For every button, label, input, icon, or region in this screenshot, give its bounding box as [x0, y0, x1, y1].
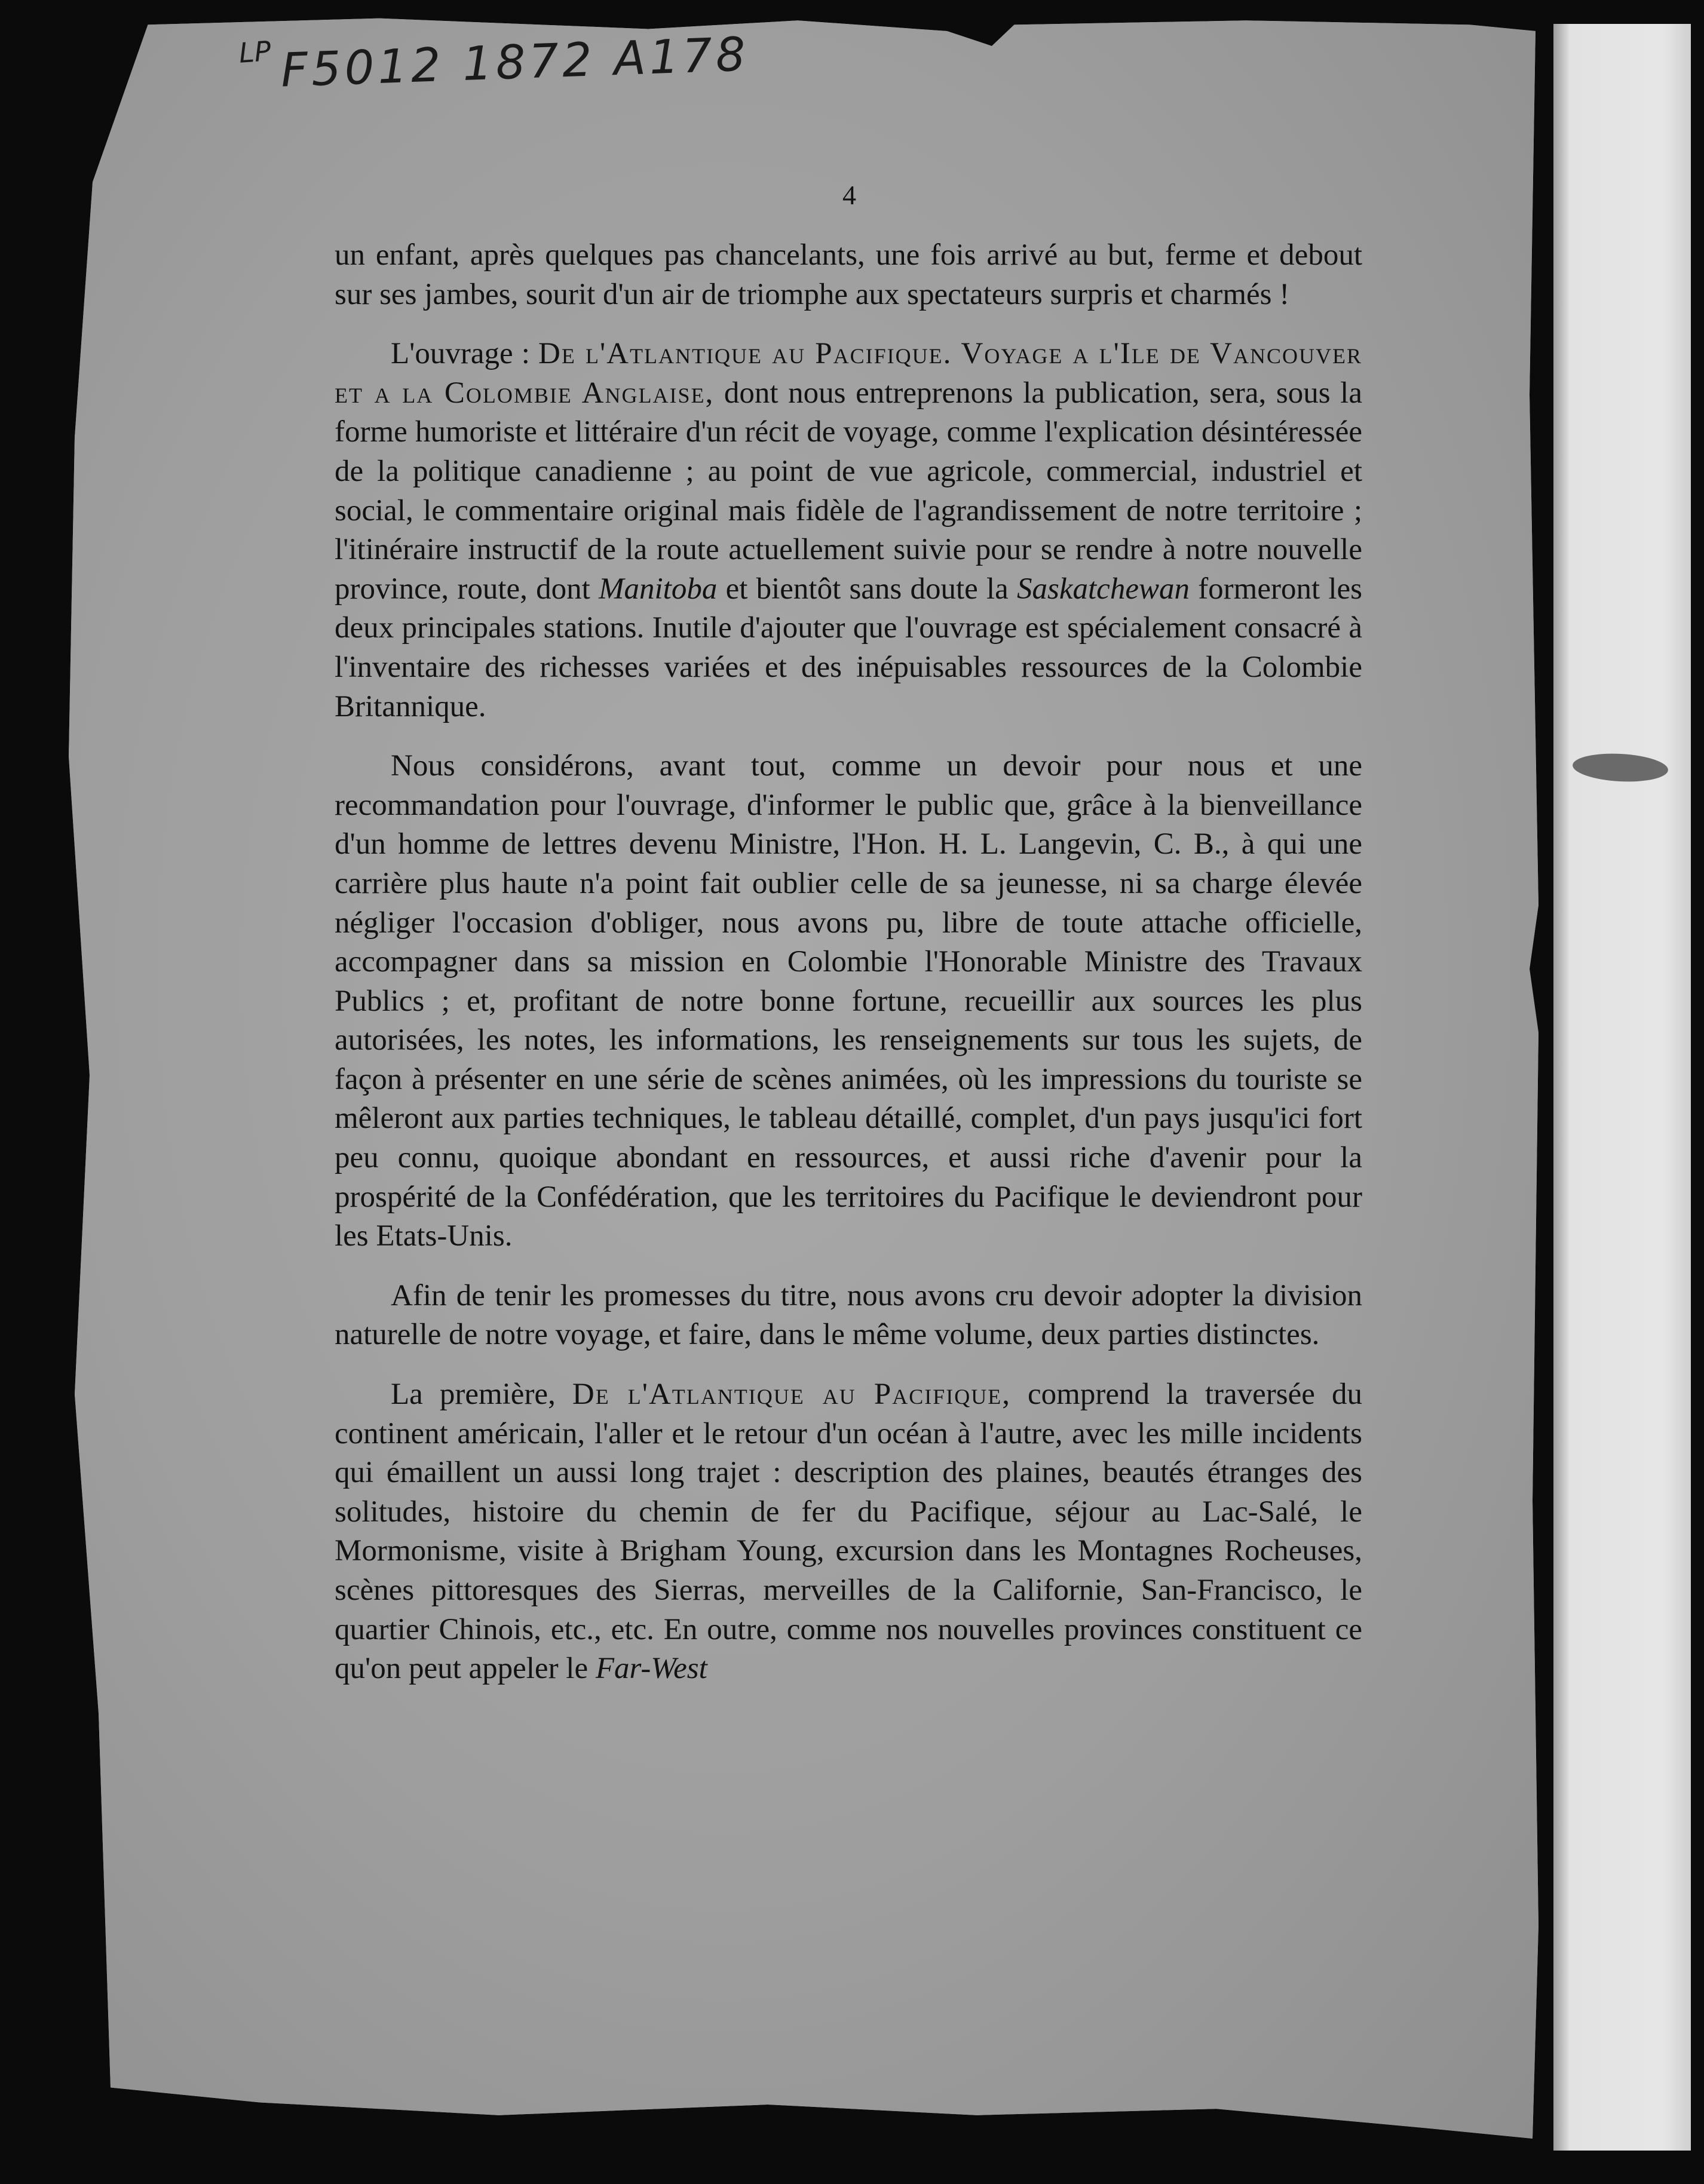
paragraph-4: Afin de tenir les promesses du titre, nous avons cru devoir adopter la division naturelle de notre voyage, et faire, dans le même volume, deux parties distinctes. [335, 1278, 1362, 1352]
body-text [335, 236, 1362, 1689]
page-number: 4 [842, 180, 856, 210]
paragraph-5-body: comprend la traversée du continent américain, l'aller et le retour d'un océan à l'autre, avec les mille incidents qui émaillent un aussi long trajet : description des plaines, beautés étranges des solitudes, histoire du chemin de fer du Pacifique, séjour au Lac-Salé, le Mormonisme, visite à Brigham Young, excursion dans les Montagnes Rocheuses, scènes pittoresques des Sierras, merveilles de la Californie, San-Francisco, le quartier Chinois, etc., etc. En outre, comme nos nouvelles provinces constituent ce qu'on peut appeler le [335, 1378, 1362, 1686]
paragraph-2-body: dont nous entreprenons la publication, sera, sous la forme humoriste et littéraire d'un récit de voyage, comme l'explication désintéressée de la politique canadienne ; au point de vue agricole, commercial, industriel et social, le commentaire original mais fidèle de l'agrandissement de notre territoire ; l'itinéraire instructif de la route actuellement suivie pour se rendre à notre nouvelle province, route, dont [335, 376, 1362, 606]
italic-far-west: Far-West [595, 1652, 707, 1686]
handwritten-call-number: F5012 1872 A178 [280, 27, 750, 98]
part-title-small-caps: De l'Atlantique au Pacifique, [572, 1378, 1011, 1412]
handwritten-prefix: LP [238, 35, 272, 69]
paragraph-2-lead: L'ouvrage : [391, 337, 539, 371]
book-title-small-caps: De l'Atlantique au Pacifique. Voyage a l'Ile de Vancouver et a la Colombie Anglaise, [335, 337, 1362, 410]
paragraph-3: Nous considérons, avant tout, comme un devoir pour nous et une recommandation pour l'ouvrage, d'informer le public que, grâce à la bienveillance d'un homme de lettres devenu Ministre, l'Hon. H. L. Langevin, C. B., à qui une carrière plus haute n'a point fait oublier celle de sa jeunesse, ni sa charge élevée négliger l'occasion d'obliger, nous avons pu, libre de toute attache officielle, accompagner dans sa mission en Colombie l'Honorable Ministre des Travaux Publics ; et, profitant de notre bonne fortune, recueillir aux sources les plus autorisées, les notes, les informations, les renseignements sur tous les sujets, de façon à présenter en une série de scènes animées, où les impressions du touriste se mêleront aux parties techniques, le tableau détaillé, complet, d'un pays jusqu'ici fort peu connu, quoique abondant en ressources, et aussi riche d'avenir pour la prospérité de la Confédération, que les territoires du Pacifique le deviendront pour les Etats-Unis. [335, 749, 1362, 1253]
paragraph-5-lead: La première, [391, 1378, 572, 1412]
paragraph-1: un enfant, après quelques pas chancelants, une fois arrivé au but, ferme et debout sur ses jambes, sourit d'un air de triomphe aux spectateurs surpris et charmés ! [335, 238, 1362, 311]
adjacent-page-edge [1553, 24, 1691, 2151]
paragraph-2 [335, 335, 1362, 726]
paragraph-2-between: et bientôt sans doute la [717, 572, 1018, 606]
italic-saskatchewan: Saskatchewan [1017, 572, 1190, 606]
italic-manitoba: Manitoba [599, 572, 718, 606]
paragraph-2-end: formeront les deux principales stations. Inutile d'ajouter que l'ouvrage est spécialement consacré à l'inventaire des richesses variées et des inépuisables ressources de la Colombie Britannique. [335, 572, 1362, 723]
paragraph-5 [335, 1375, 1362, 1689]
